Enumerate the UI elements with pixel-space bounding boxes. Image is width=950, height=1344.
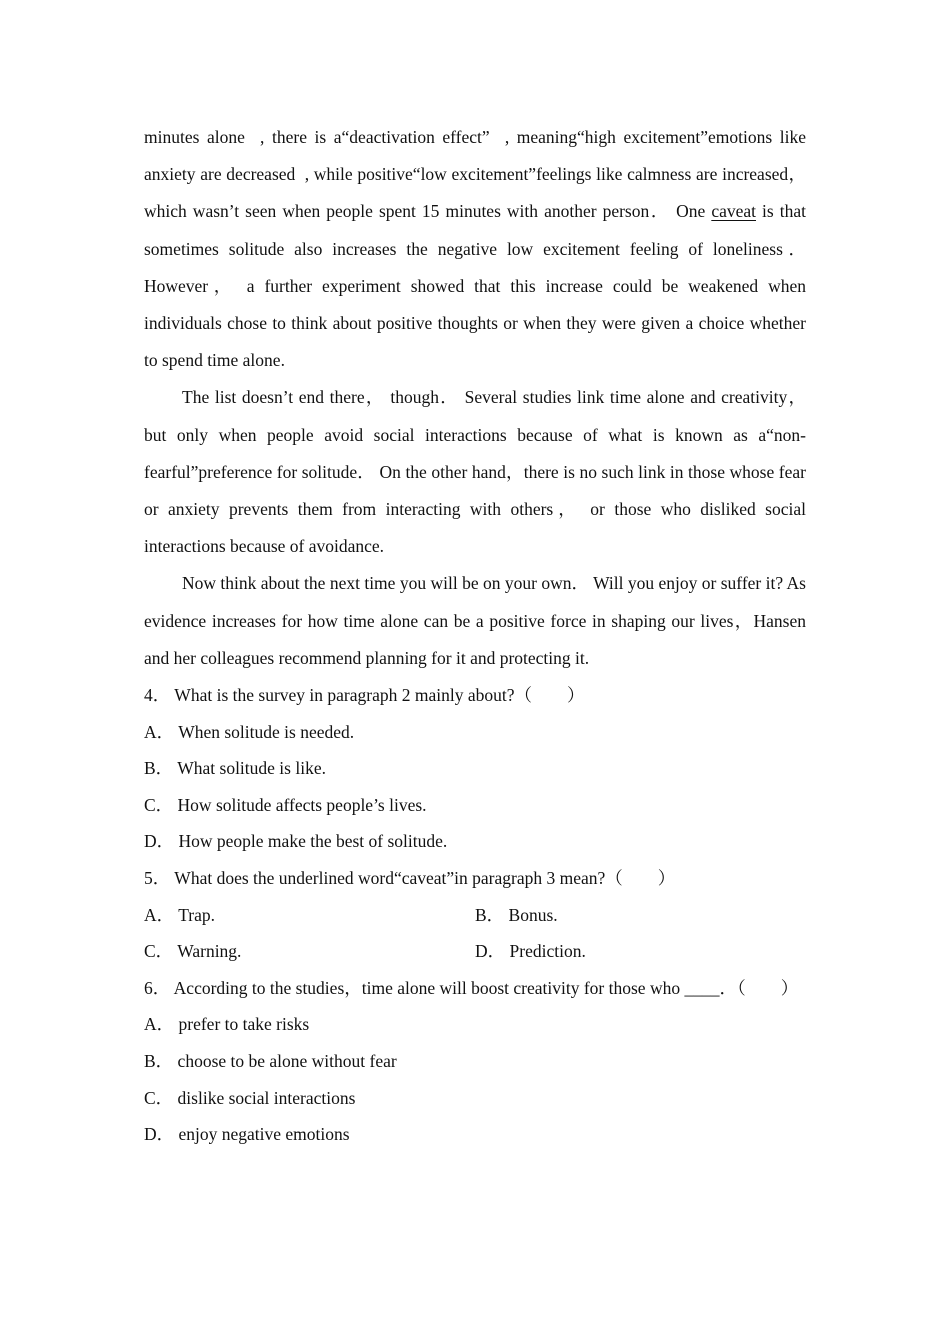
option-a: A． Trap. — [144, 904, 215, 925]
option-a: A． When solitude is needed. — [144, 721, 355, 742]
passage-paragraph-conclusion: Now think about the next time you will be on your own． Will you enjoy or suffer it? As evidence increases for how time alone can be a positive force in shaping our lives，Hansen and her colleagues recommend planning for it and protecting it. — [144, 573, 806, 668]
question-stem: 4． What is the survey in paragraph 2 mainly about?（ ） — [144, 685, 585, 706]
option-c: C． Warning. — [144, 941, 242, 962]
paragraph-text-after: is that sometimes solitude also increases the negative low excitement feeling of loneliness． However， a further experiment showed that this increase could be weakened when individuals chose to think about positive thoughts or when they were given a choice whether to spend time alone. — [144, 201, 806, 371]
question-stem: 5． What does the underlined word“caveat”in paragraph 3 mean?（ ） — [144, 868, 676, 889]
option-c: C． How solitude affects people’s lives. — [144, 794, 427, 815]
option-c: C． dislike social interactions — [144, 1087, 356, 1108]
underlined-word-caveat: caveat — [711, 201, 756, 222]
option-b: B． Bonus. — [475, 904, 558, 925]
option-d: D． enjoy negative emotions — [144, 1124, 350, 1145]
options-row — [144, 933, 806, 970]
document-page — [144, 119, 806, 1153]
option-a: A． prefer to take risks — [144, 1014, 310, 1035]
option-d: D． Prediction. — [475, 941, 586, 962]
passage-paragraph-continued — [144, 119, 806, 379]
question-6 — [144, 970, 806, 1153]
question-5 — [144, 860, 806, 970]
question-stem: 6． According to the studies，time alone will boost creativity for those who ____．（ ） — [144, 977, 799, 998]
option-b: B． choose to be alone without fear — [144, 1050, 397, 1071]
option-b: B． What solitude is like. — [144, 758, 326, 779]
passage-paragraph-creativity: The list doesn’t end there， though． Several studies link time alone and creativity，but only when people avoid social interactions because of what is known as a“non-fearful”preference for solitude． On the other hand，there is no such link in those whose fear or anxiety prevents them from interacting with others， or those who disliked social interactions because of avoidance. — [144, 387, 806, 557]
paragraph-text-before: minutes alone , there is a“deactivation effect” , meaning“high excitement”emotions like anxiety are decreased , while positive“low excitement”feelings like calmness are increased， which wasn’t seen when people spent 15 minutes with another person． One — [144, 127, 806, 222]
options-row — [144, 897, 806, 934]
option-d: D． How people make the best of solitude. — [144, 831, 448, 852]
question-4 — [144, 677, 806, 860]
